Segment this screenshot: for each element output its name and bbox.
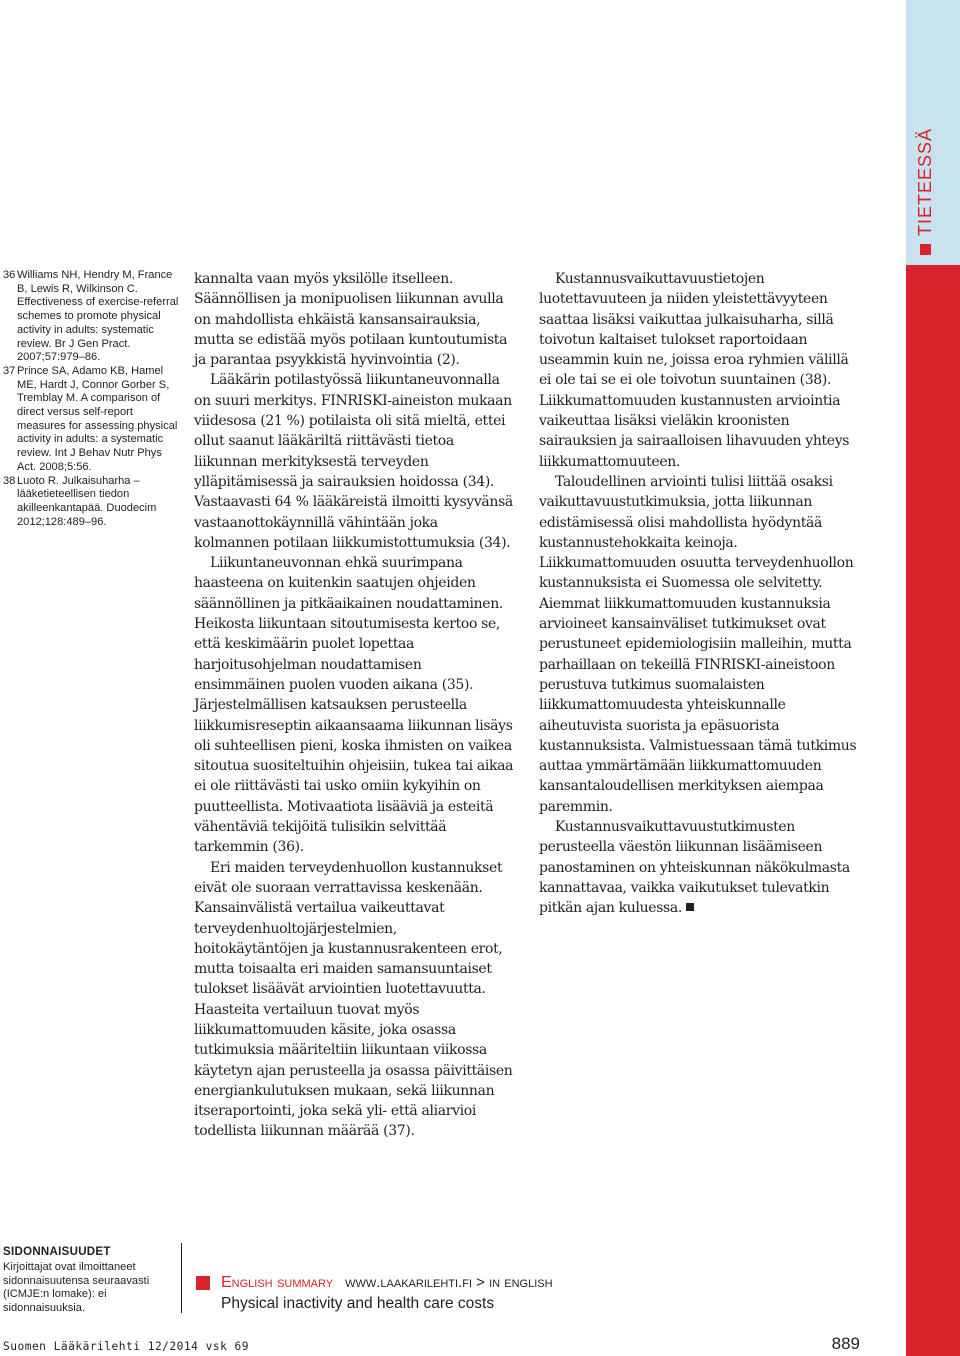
body-column-2 — [539, 269, 859, 919]
paragraph-last — [539, 817, 859, 918]
paragraph: Lääkärin potilastyössä liikuntaneuvonnalla on suuri merkitys. FINRISKI-aineiston mukaan viidesosa (21 %) potilaista oli sitä mieltä, ettei ollut saanut lääkäriltä riittävästi tietoa liikunnan merkityksestä terveyden ylläpitämisessä ja sairauksien hoidossa (34). Vastaavasti 64 % lääkäreistä ilmoitti kysyvänsä vastaanottokäynnillä vähintään joka kolmannen potilaan liikkumistottumuksia (34). — [194, 372, 513, 551]
divider — [181, 1243, 182, 1313]
side-band-bottom — [906, 265, 960, 1356]
body-column-1 — [194, 269, 514, 1142]
reference-item — [3, 269, 179, 365]
reference-item — [3, 475, 179, 530]
reference-list — [3, 269, 179, 529]
summary-square-icon — [196, 1276, 210, 1290]
disclosure-text: Kirjoittajat ovat ilmoittaneet sidonnaisuutensa seuraavasti (ICMJE:n lomake): ei sidonnaisuuksia. — [3, 1261, 150, 1314]
reference-number: 36 — [3, 269, 16, 281]
reference-number: 38 — [3, 474, 16, 487]
reference-text: Luoto R. Julkaisuharha – lääketieteellisen tiedon akilleenkantapää. Duodecim 2012;128:489–96. — [17, 474, 157, 528]
section-square-icon — [920, 244, 931, 255]
reference-text: Williams NH, Hendry M, France B, Lewis R, Wilkinson C. Effectiveness of exercise-referral schemes to promote physical activity in adults: systematic review. Br J Gen Pract. 2007;57:979–86. — [17, 269, 179, 364]
paragraph: Eri maiden terveydenhuollon kustannukset eivät ole suoraan verrattavissa keskenään. Kansainvälistä vertailua vaikeuttavat terveydenhuoltojärjestelmien, hoitokäytäntöjen ja kustannusrakenteen erot, mutta toisaalta eri maiden samansuuntaiset tulokset lisäävät arviointien luotettavuutta. Haasteita vertailuun tuovat myös liikkumattomuuden käsite, joka osassa tutkimuksia määriteltiin liikuntaan viikossa käytetyn ajan perusteella ja osassa päivittäisen energiankulutuksen mukaan, sekä liikunnan itseraportointi, joka sekä yli- että aliarvioi todellista liikunnan määrää (37). — [194, 859, 513, 1140]
reference-number: 37 — [3, 364, 16, 377]
english-summary-title: Physical inactivity and health care costs — [221, 1295, 495, 1312]
paragraph: Liikuntaneuvonnan ehkä suurimpana haasteena on kuitenkin saatujen ohjeiden säännöllinen ja pitkäaikainen noudattaminen. Heikosta liikuntaan sitoutumisesta kertoo se, että keskimäärin puolet lopettaa harjoitusohjelman noudattamisen ensimmäinen puolen vuoden aikana (35). Järjestelmällisen katsauksen perusteella liikkumisreseptin aikaansaama liikunnan lisäys oli suhteellisen pieni, koska ihmisten on vaikea sitoutua suositeltuihin ohjeisiin, tukea tai aikaa ei ole riittävästi tai usko omiin kykyihin on puutteellista. Motivaatiota lisääviä ja esteitä vähentäviä tekijöitä tulisikin selvittää tarkemmin (36). — [194, 555, 514, 856]
disclosure-box — [3, 1246, 181, 1315]
section-label-text: TIETEESSÄ — [914, 127, 935, 236]
english-summary — [196, 1273, 816, 1313]
english-summary-link[interactable]: www.laakarilehti.fi > in english — [345, 1274, 553, 1291]
paragraph-text: Kustannusvaikuttavuustutkimusten perusteella väestön liikunnan lisäämiseen panostaminen on yhteiskunnan näkökulmasta kannattavaa, vaikka vaikutukset tulevatkin pitkän ajan kuluessa. — [539, 819, 850, 917]
paragraph: Taloudellinen arviointi tulisi liittää osaksi vaikuttavuustutkimuksia, jotta liikunnan edistämisessä olisi mahdollista hyödyntää kustannustehokkaita keinoja. Liikkumattomuuden osuutta terveydenhuollon kustannuksista ei Suomessa ole selvitetty. Aiemmat liikkumattomuuden kustannuksia arvioineet kansainväliset tutkimukset ovat perustuneet epidemiologisiin malleihin, mutta parhaillaan on tekeillä FINRISKI-aineistoon perustuva tutkimus suomalaisten liikkumattomuudesta yhteiskunnalle aiheutuvista suorista ja epäsuorista kustannuksista. Valmistuessaan tämä tutkimus auttaa ymmärtämään liikkumattomuuden kansantaloudellisen merkityksen aiempaa paremmin. — [539, 473, 857, 815]
english-summary-label: English summary — [221, 1274, 334, 1291]
paragraph: Kustannusvaikuttavuustietojen luotettavuuteen ja niiden yleistettävyyteen saattaa lisäksi vaikuttaa julkaisuharha, sillä toivotun kaltaiset tulokset raportoidaan useammin kuin ne, joissa eroa ryhmien välillä ei ole tai se ei ole toivotun suuntainen (38). Liikkumattomuuden kustannusten arviointia vaikeuttaa lisäksi vieläkin kroonisten sairauksien ja sairaalloisen lihavuuden yhteys liikkumattomuuteen. — [539, 271, 850, 470]
journal-footer: Suomen Lääkärilehti 12/2014 vsk 69 — [3, 1340, 250, 1353]
reference-item — [3, 365, 179, 475]
disclosure-title: SIDONNAISUUDET — [3, 1246, 111, 1258]
paragraph: kannalta vaan myös yksilölle itselleen. Säännöllisen ja monipuolisen liikunnan avulla on mahdollista ehkäistä kansansairauksia, mutta se edistää myös potilaan kuntoutumista ja parantaa psyykkistä hyvinvointia (2). — [194, 271, 508, 369]
section-label — [913, 55, 937, 255]
end-of-article-icon — [686, 903, 694, 911]
reference-text: Prince SA, Adamo KB, Hamel ME, Hardt J, Connor Gorber S, Tremblay M. A comparison of direct versus self-report measures for assessing physical activity in adults: a systematic review. Int J Behav Nutr Phys Act. 2008;5:56. — [17, 364, 178, 473]
page-number: 889 — [831, 1334, 860, 1353]
